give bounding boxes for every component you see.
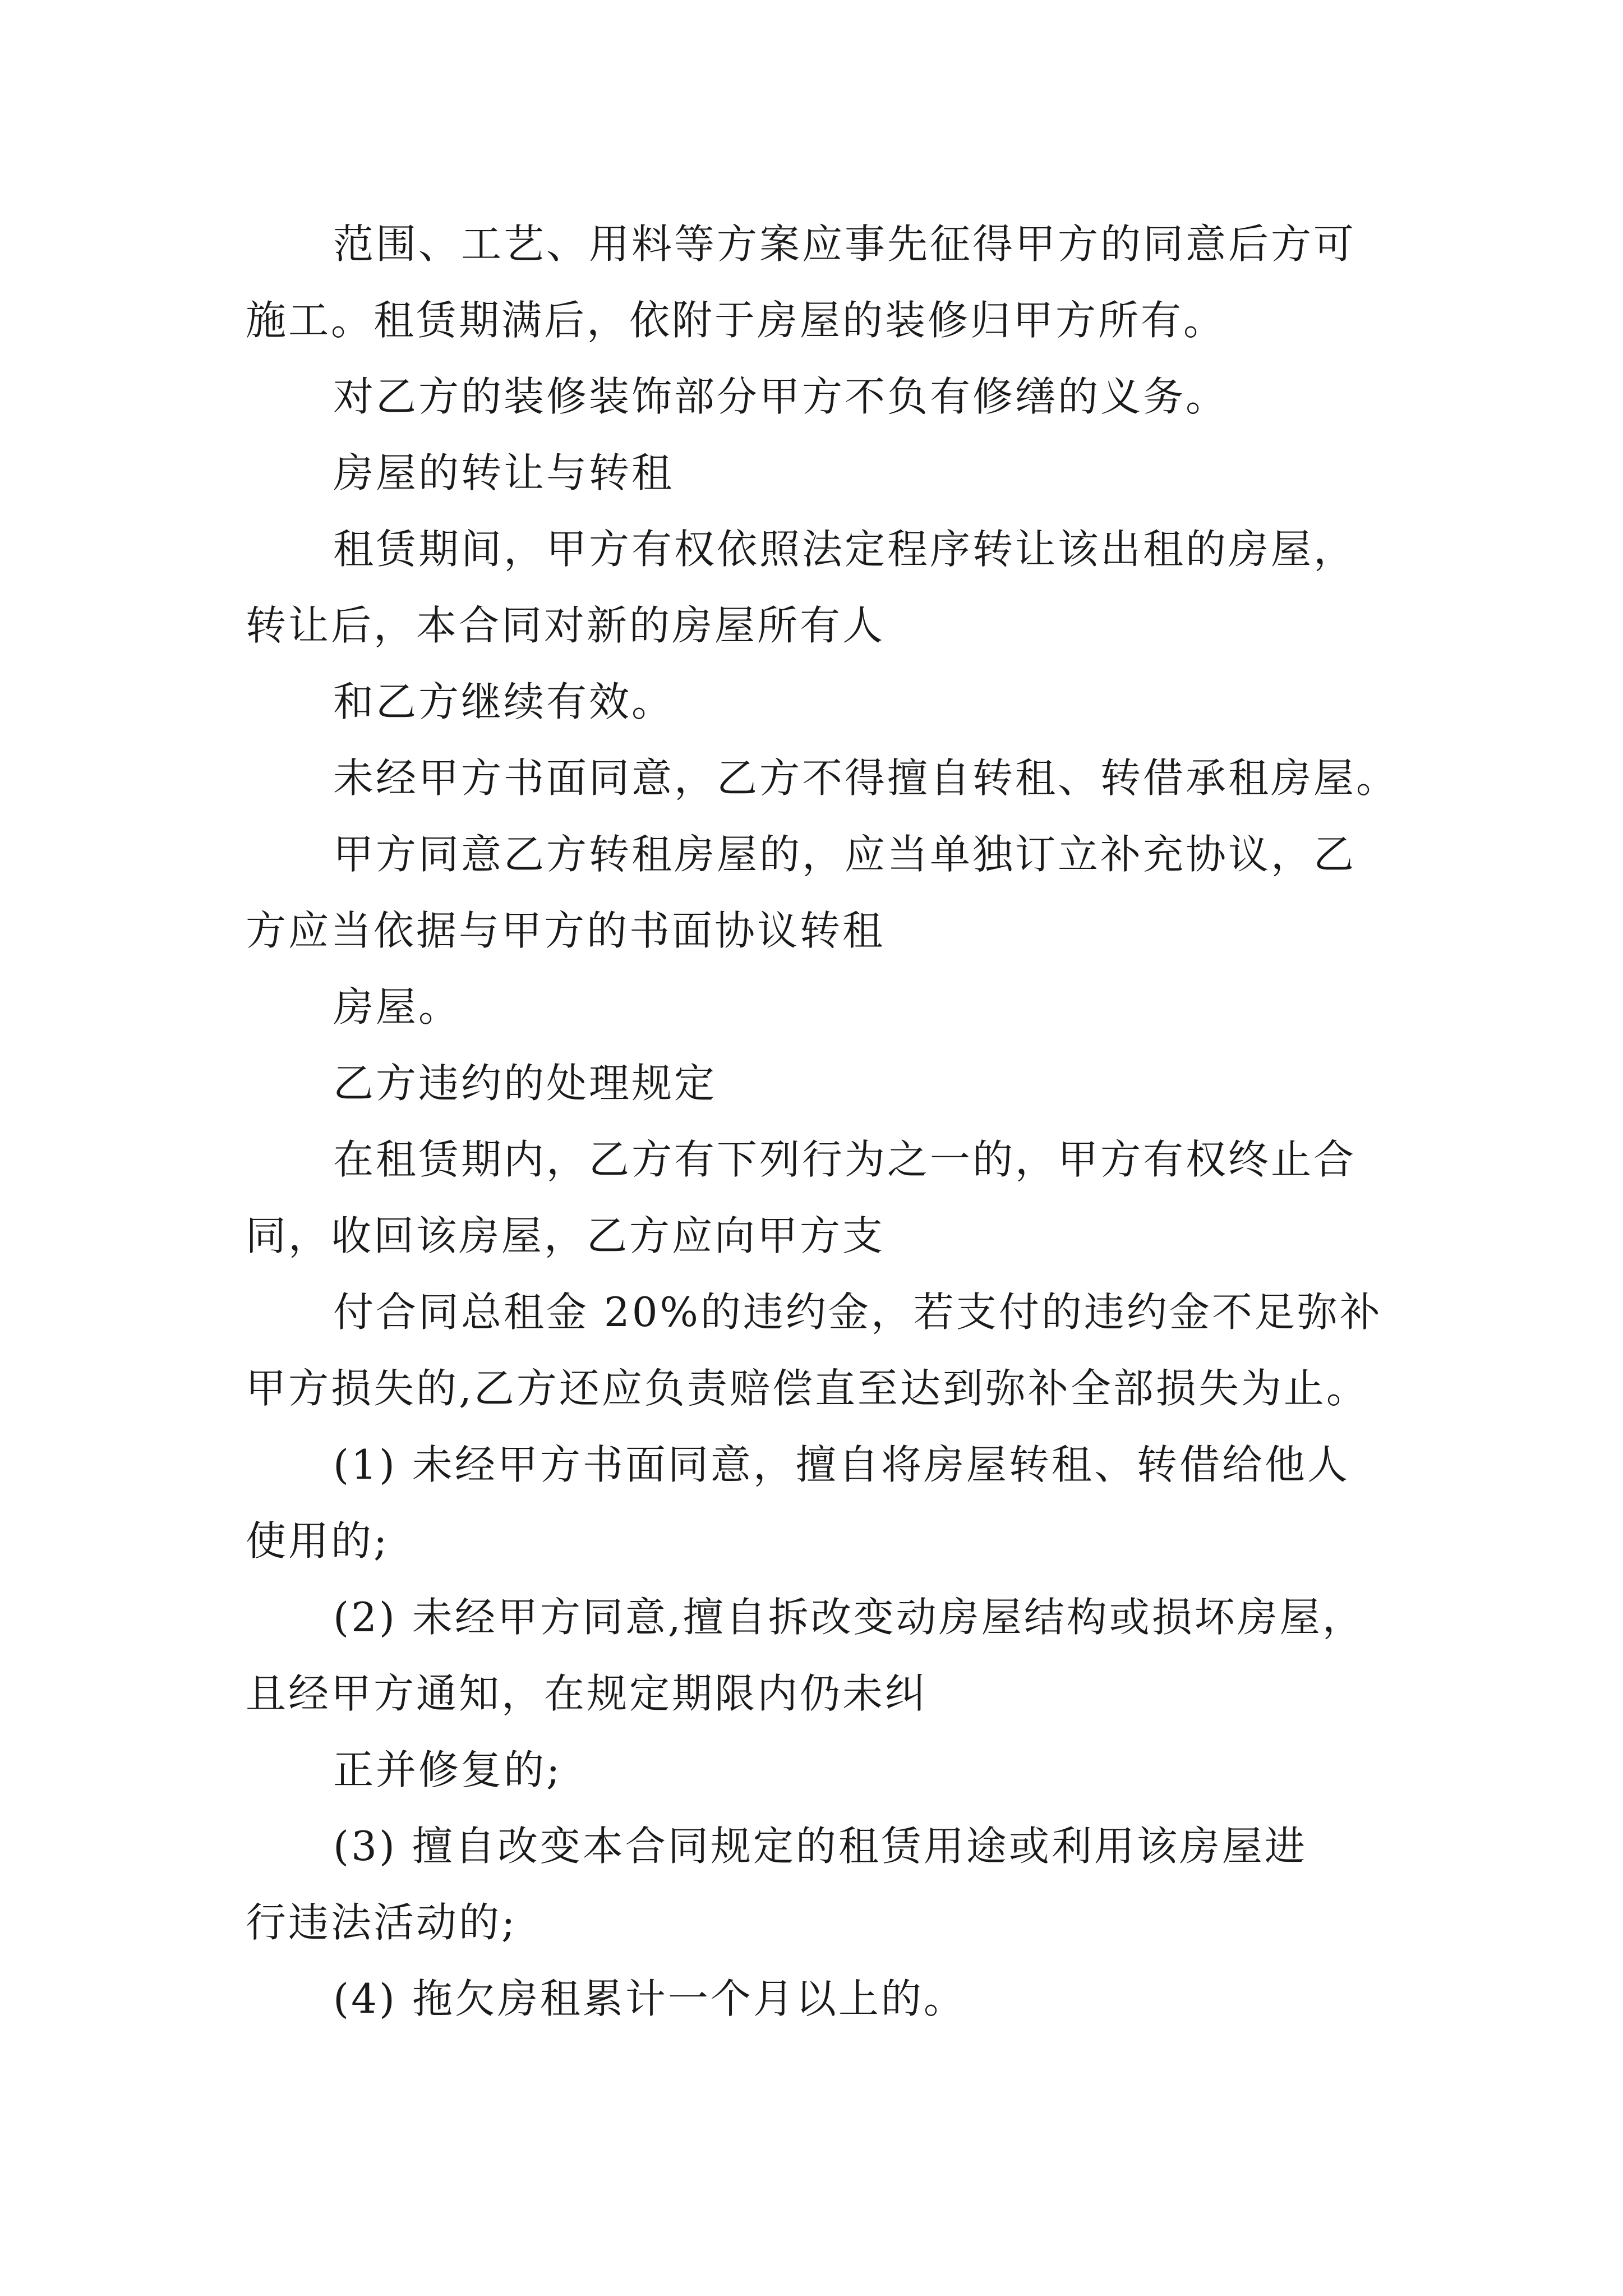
text-line: (4) 拖欠房租累计一个月以上的。 (333, 1975, 966, 2022)
text-line: 租赁期间，甲方有权依照法定程序转让该出租的房屋， (333, 526, 1357, 573)
text-line: 且经甲方通知，在规定期限内仍未纠 (246, 1670, 928, 1717)
text-line: 在租赁期内，乙方有下列行为之一的，甲方有权终止合 (333, 1136, 1357, 1183)
text-line: (3) 擅自改变本合同规定的租赁用途或利用该房屋进 (333, 1823, 1307, 1870)
text-line: 甲方损失的,乙方还应负责赔偿直至达到弥补全部损失为止。 (246, 1365, 1369, 1412)
text-line: (1) 未经甲方书面同意，擅自将房屋转租、转借给他人 (333, 1441, 1350, 1488)
text-line: 方应当依据与甲方的书面协议转租 (246, 907, 886, 954)
text-line: 甲方同意乙方转租房屋的，应当单独订立补充协议，乙 (333, 831, 1357, 878)
text-line: 房屋。 (333, 983, 462, 1030)
text-line: 未经甲方书面同意，乙方不得擅自转租、转借承租房屋。 (333, 754, 1399, 802)
text-line: 付合同总租金 20%的违约金，若支付的违约金不足弥补 (333, 1289, 1382, 1336)
text-line: 房屋的转让与转租 (333, 449, 675, 496)
text-line: (2) 未经甲方同意,擅自拆改变动房屋结构或损坏房屋， (333, 1594, 1365, 1641)
text-line: 同，收回该房屋，乙方应向甲方支 (246, 1212, 886, 1259)
text-line: 使用的; (246, 1517, 390, 1565)
text-line: 正并修复的; (333, 1746, 562, 1793)
text-line: 施工。租赁期满后，依附于房屋的装修归甲方所有。 (246, 297, 1227, 344)
text-line: 和乙方继续有效。 (333, 678, 675, 725)
contract-body (246, 206, 1407, 2037)
text-line: 范围、工艺、用料等方案应事先征得甲方的同意后方可 (333, 220, 1357, 268)
text-line: 乙方违约的处理规定 (333, 1060, 717, 1107)
text-line: 行违法活动的; (246, 1899, 518, 1946)
text-line: 对乙方的装修装饰部分甲方不负有修缮的义务。 (333, 373, 1229, 420)
text-line: 转让后，本合同对新的房屋所有人 (246, 602, 886, 649)
